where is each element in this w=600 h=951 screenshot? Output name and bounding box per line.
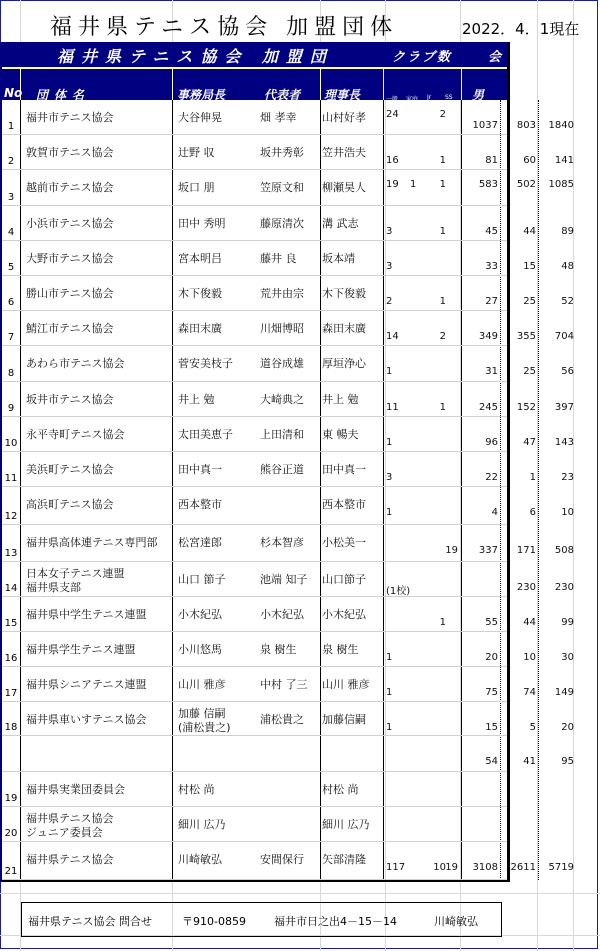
director-name: 山口節子 [322, 573, 366, 586]
director-name: 柳瀬昊人 [322, 181, 366, 194]
club-general: 1 [386, 652, 393, 663]
row-number: 8 [7, 368, 15, 379]
club-jr: 1 [439, 179, 446, 190]
col-header-no: No [4, 86, 23, 100]
col-header-club-family: 家庭 [406, 96, 419, 103]
secretary-name: 山川 雅彦 [178, 678, 226, 691]
male-count: 27 [485, 296, 498, 307]
total-count: 30 [561, 652, 574, 663]
table-row [2, 135, 574, 170]
col-header-club-jr: Jr [427, 94, 432, 101]
male-count: 81 [485, 155, 498, 166]
total-count: 230 [554, 582, 574, 593]
club-general: 1 [386, 437, 393, 448]
footer-label: 福井県テニス協会 問合せ [28, 915, 153, 928]
female-count: 1 [529, 472, 536, 483]
representative-name: 上田清和 [260, 428, 304, 441]
org-name: 福井県実業団委員会 [26, 783, 125, 796]
as-of-date: 2022．4．1現在 [462, 20, 580, 38]
club-jr: 2 [439, 331, 446, 342]
org-name: 福井県テニス協会 [26, 853, 114, 866]
table-row [2, 702, 574, 736]
director-name: 溝 武志 [322, 217, 359, 230]
org-name: 福井県中学生テニス連盟 [26, 608, 147, 621]
org-name: 敦賀市テニス協会 [26, 146, 114, 159]
total-count: 397 [554, 402, 574, 413]
club-general: 117 [386, 862, 406, 873]
secretary-name: 太田美恵子 [178, 428, 233, 441]
club-ss: 19 [445, 862, 458, 873]
row-number: 9 [7, 403, 15, 414]
female-count: 355 [516, 331, 536, 342]
female-count: 10 [523, 652, 536, 663]
representative-name: 藤原清次 [260, 217, 304, 230]
org-name: 福井県学生テニス連盟 [26, 643, 136, 656]
female-count: 44 [523, 617, 536, 628]
table-row [2, 736, 574, 772]
director-name: 東 暢夫 [322, 428, 359, 441]
director-name: 山川 雅彦 [322, 678, 370, 691]
row-number: 21 [4, 866, 18, 877]
female-count: 502 [516, 179, 536, 190]
club-general: 2 [386, 296, 393, 307]
table-row [2, 452, 574, 487]
col-header-org: 団体名 [36, 88, 91, 102]
director-name: 泉 樹生 [322, 643, 359, 656]
representative-name: 浦松貴之 [260, 713, 304, 726]
director-name: 森田末廣 [322, 322, 366, 335]
org-name: 大野市テニス協会 [26, 252, 114, 265]
col-header-female: 女 [512, 88, 525, 102]
secretary-name: 森田末廣 [178, 322, 222, 335]
representative-name: 藤井 良 [260, 252, 297, 265]
representative-name: 泉 樹生 [260, 643, 297, 656]
female-count: 25 [523, 366, 536, 377]
col-header-male: 男 [472, 88, 485, 102]
row-number: 3 [7, 192, 15, 203]
club-general: 1 [386, 722, 393, 733]
male-count: 245 [478, 402, 498, 413]
table-header [2, 42, 570, 103]
col-header-club-general: 一般 [386, 96, 399, 103]
female-count: 25 [523, 296, 536, 307]
director-name: 西本整市 [322, 498, 366, 511]
total-count: 20 [561, 722, 574, 733]
row-number: 15 [4, 618, 18, 629]
female-count: 15 [523, 261, 536, 272]
org-name: 永平寺町テニス協会 [26, 428, 125, 441]
male-count: 33 [485, 261, 498, 272]
table-row [2, 206, 574, 241]
row-number: 14 [4, 583, 18, 594]
row-number: 20 [4, 828, 18, 839]
row-number: 16 [4, 653, 18, 664]
footer-contact: 川崎敏弘 [434, 915, 478, 928]
representative-name: 小木紀弘 [260, 608, 304, 621]
female-count: 44 [523, 226, 536, 237]
club-general: 16 [386, 155, 399, 166]
table-row [2, 807, 507, 842]
representative-name: 杉本智彦 [260, 536, 304, 549]
club-general: 3 [386, 261, 393, 272]
header-band-title: 福井県テニス協会 加盟団 [57, 47, 334, 66]
total-count: 141 [554, 155, 574, 166]
representative-name: 笠原文和 [260, 181, 304, 194]
male-count: 337 [478, 545, 498, 556]
table-row [2, 170, 574, 206]
club-general: 11 [386, 402, 399, 413]
table-row [2, 487, 574, 525]
col-header-representative: 代表者 [264, 88, 301, 102]
footer-address: 福井市日之出4－15－14 [274, 915, 397, 928]
director-name: 小木紀弘 [322, 608, 366, 621]
table-row [2, 525, 574, 562]
club-jr: 1 [439, 296, 446, 307]
row-number: 2 [7, 156, 15, 167]
club-jr: 1 [439, 226, 446, 237]
club-jr: 10 [433, 862, 446, 873]
footer-postal: 〒910-0859 [182, 915, 246, 928]
total-count: 5719 [548, 862, 574, 873]
total-count: 1085 [548, 179, 574, 190]
representative-name: 大崎典之 [260, 393, 304, 406]
male-count: 3108 [472, 862, 498, 873]
club-general: 3 [386, 472, 393, 483]
director-name: 田中真一 [322, 463, 366, 476]
club-general: 14 [386, 331, 399, 342]
org-name: 美浜町テニス協会 [26, 463, 114, 476]
table-row [2, 100, 574, 135]
col-header-director: 理事長 [324, 88, 361, 102]
secretary-name: 松宮達郎 [178, 536, 222, 549]
header-members-group: 会員数 [488, 50, 570, 65]
club-jr: 2 [439, 109, 446, 120]
org-name: 福井市テニス協会 [26, 111, 114, 124]
total-count: 56 [561, 366, 574, 377]
table-row [2, 667, 574, 702]
director-name: 笠井浩夫 [322, 146, 366, 159]
secretary-name: 村松 尚 [178, 783, 215, 796]
table-row [2, 382, 574, 417]
female-count: 152 [516, 402, 536, 413]
total-count: 89 [561, 226, 574, 237]
female-count: 60 [523, 155, 536, 166]
table-row [2, 311, 574, 346]
male-count: 75 [485, 687, 498, 698]
grid-line [0, 893, 600, 894]
org-name: 福井県車いすテニス協会 [26, 713, 147, 726]
female-count: 2611 [510, 862, 536, 873]
club-general: 19 [386, 179, 399, 190]
secretary-name: 田中真一 [178, 463, 222, 476]
club-general: 1 [386, 366, 393, 377]
org-name: 小浜市テニス協会 [26, 217, 114, 230]
male-count: 22 [485, 472, 498, 483]
secretary-name: 辻野 収 [178, 146, 215, 159]
secretary-name: 加藤 信嗣 [178, 707, 226, 720]
total-count: 149 [554, 687, 574, 698]
total-count: 1840 [548, 120, 574, 131]
female-count: 5 [529, 722, 536, 733]
director-name: 小松美一 [322, 536, 366, 549]
secretary-name: 井上 勉 [178, 393, 215, 406]
row-number: 18 [4, 722, 18, 733]
female-count: 41 [523, 756, 536, 767]
female-count: 74 [523, 687, 536, 698]
col-header-total: 合計 [542, 88, 567, 102]
male-count: 54 [485, 756, 498, 767]
director-name: 加藤信嗣 [322, 713, 366, 726]
col-header-secretary: 事務局長 [177, 88, 226, 102]
total-count: 143 [554, 437, 574, 448]
total-count: 52 [561, 296, 574, 307]
row-number: 17 [4, 688, 18, 699]
row-number: 13 [4, 548, 18, 559]
org-name: 高浜町テニス協会 [26, 498, 114, 511]
org-name: 福井県テニス協会 [26, 812, 114, 825]
club-jr: 1 [439, 155, 446, 166]
secretary-name: 坂口 朋 [178, 181, 215, 194]
female-count: 171 [516, 545, 536, 556]
total-count: 99 [561, 617, 574, 628]
director-name: 厚垣浄心 [322, 357, 366, 370]
male-count: 15 [485, 722, 498, 733]
secretary-name: 小木紀弘 [178, 608, 222, 621]
male-count: 96 [485, 437, 498, 448]
secretary-name: 西本整市 [178, 498, 222, 511]
table-row [2, 346, 574, 382]
org-name: 鯖江市テニス協会 [26, 322, 114, 335]
club-general: 24 [386, 109, 399, 120]
org-name: 福井県シニアテニス連盟 [26, 678, 147, 691]
female-count: 803 [516, 120, 536, 131]
female-count: 6 [529, 507, 536, 518]
representative-name: 道谷成雄 [260, 357, 304, 370]
male-count: 4 [491, 507, 498, 518]
table-row [2, 241, 574, 276]
total-count: 508 [554, 545, 574, 556]
club-general: 1 [386, 687, 393, 698]
club-general: (1校) [386, 586, 411, 597]
female-count: 230 [516, 582, 536, 593]
club-family: 1 [410, 179, 417, 190]
male-count: 1037 [472, 120, 498, 131]
secretary-name: 宮本明吕 [178, 252, 222, 265]
header-band [2, 42, 570, 69]
org-name-line2: ジュニア委員会 [26, 826, 103, 839]
total-count: 95 [561, 756, 574, 767]
col-header-club-ss: SS [445, 94, 453, 101]
org-name: あわら市テニス協会 [26, 357, 125, 370]
table-row [2, 417, 574, 452]
club-ss: 19 [445, 545, 458, 556]
director-name: 山村好孝 [322, 111, 366, 124]
table-row [2, 842, 574, 880]
representative-name: 畑 孝幸 [260, 111, 297, 124]
director-name: 細川 広乃 [322, 818, 370, 831]
total-count: 48 [561, 261, 574, 272]
org-name-line2: 福井県支部 [26, 581, 81, 594]
male-count: 583 [478, 179, 498, 190]
header-clubs-group: クラブ数 [392, 50, 453, 65]
table-row [2, 562, 574, 597]
org-name: 越前市テニス協会 [26, 181, 114, 194]
secretary-name: 菅安美枝子 [178, 357, 233, 370]
table-row [2, 276, 574, 311]
female-count: 47 [523, 437, 536, 448]
page-title: 福井県テニス協会 加盟団体 [50, 15, 399, 40]
row-number: 1 [7, 121, 15, 132]
male-count: 45 [485, 226, 498, 237]
table-row [2, 772, 507, 807]
secretary-name: 大谷伸晃 [178, 111, 222, 124]
total-count: 10 [561, 507, 574, 518]
male-count: 349 [478, 331, 498, 342]
row-number: 7 [7, 332, 15, 343]
secretary-name: 木下俊毅 [178, 287, 222, 300]
table-row [2, 632, 574, 667]
org-name: 福井県高体連テニス専門部 [26, 536, 158, 549]
org-name: 坂井市テニス協会 [26, 393, 114, 406]
representative-name: 坂井秀彰 [260, 146, 304, 159]
director-name: 木下俊毅 [322, 287, 366, 300]
org-name: 日本女子テニス連盟 [26, 567, 125, 580]
row-number: 5 [7, 262, 15, 273]
male-count: 31 [485, 366, 498, 377]
row-number: 12 [4, 511, 18, 522]
director-name: 村松 尚 [322, 783, 359, 796]
row-number: 11 [4, 473, 18, 484]
members-table [2, 100, 574, 882]
director-name: 坂本靖 [322, 252, 355, 265]
org-name: 勝山市テニス協会 [26, 287, 114, 300]
contact-footer [21, 902, 502, 937]
secretary-name: 小川悠馬 [178, 643, 222, 656]
secretary-name: 細川 広乃 [178, 818, 226, 831]
club-general: 1 [386, 507, 393, 518]
director-name: 矢部清隆 [322, 853, 366, 866]
secretary-name: 田中 秀明 [178, 217, 226, 230]
total-count: 23 [561, 472, 574, 483]
secretary-name: 川崎敏弘 [178, 853, 222, 866]
male-count: 55 [485, 617, 498, 628]
secretary-name: 山口 節子 [178, 573, 226, 586]
secretary-name-line2: (浦松貴之) [178, 721, 231, 734]
representative-name: 安間保行 [260, 853, 304, 866]
director-name: 井上 勉 [322, 393, 359, 406]
row-number: 19 [4, 793, 18, 804]
representative-name: 池端 知子 [260, 573, 308, 586]
row-number: 4 [7, 227, 15, 238]
club-general: 3 [386, 226, 393, 237]
row-number: 10 [4, 438, 18, 449]
total-count: 704 [554, 331, 574, 342]
club-jr: 1 [439, 617, 446, 628]
representative-name: 熊谷正道 [260, 463, 304, 476]
representative-name: 荒井由宗 [260, 287, 304, 300]
male-count: 20 [485, 652, 498, 663]
table-row [2, 597, 574, 632]
row-number: 6 [7, 297, 15, 308]
club-jr: 1 [439, 402, 446, 413]
representative-name: 中村 了三 [260, 678, 308, 691]
representative-name: 川畑博昭 [260, 322, 304, 335]
